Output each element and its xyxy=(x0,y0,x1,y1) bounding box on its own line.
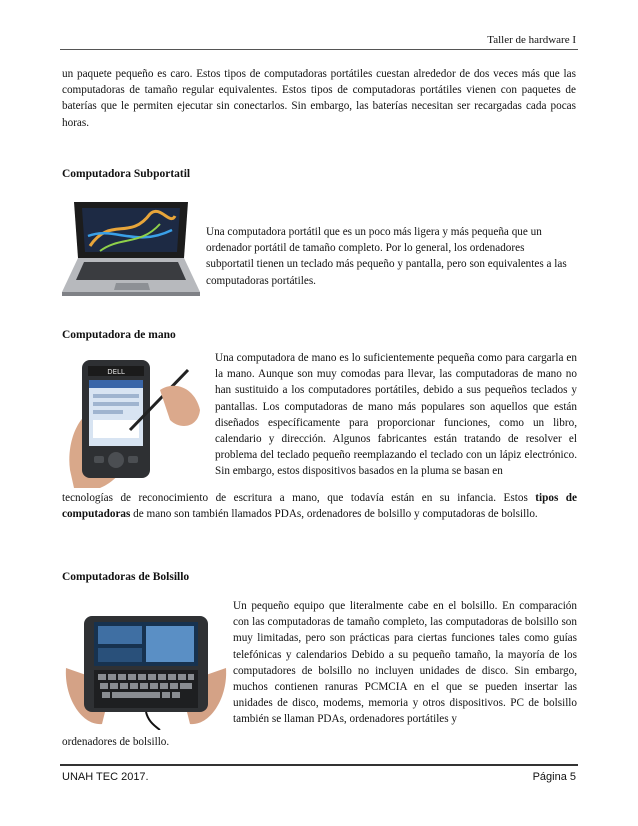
subnotebook-image xyxy=(60,196,202,300)
heading-subportatil: Computadora Subportatil xyxy=(62,168,191,180)
de-mano-paragraph-continuation: tecnologías de reconocimiento de escritura a mano, que todavía están en su infancia. Estos tipos de computadoras de mano son también llamados PDAs, ordenadores de bolsillo y computadoras de bolsillo. xyxy=(62,492,577,521)
header-rule xyxy=(60,49,578,50)
page-number: Página 5 xyxy=(532,771,576,783)
handheld-pda-image xyxy=(60,350,208,490)
heading-de-bolsillo: Computadoras de Bolsillo xyxy=(62,571,190,583)
intro-paragraph: un paquete pequeño es caro. Estos tipos de computadoras portátiles cuestan alrededor de dos veces más que las computadoras de tamaño regular equivalentes. Estos tipos de computadoras portátiles vienen con paquetes de baterías que le permiten ejecutar sin conectarlos. Sin embargo, las baterías necesitan ser recargadas cada pocas horas. xyxy=(62,68,576,129)
de-bolsillo-paragraph-continuation: ordenadores de bolsillo. xyxy=(62,736,170,748)
pda-brand-label: DELL xyxy=(107,368,125,376)
bold-term: tipos de computadoras xyxy=(62,492,577,521)
pocket-pc-image xyxy=(62,598,230,730)
de-bolsillo-paragraph: Un pequeño equipo que literalmente cabe en el bolsillo. En comparación con las computadoras de tamaño completo, las computadoras de bolsillo son muy limitadas, pero son prácticas para ciertas funciones tales como guías telefónicas y calendarios Debido a su pequeño tamaño, la mayoría de los computadores de bolsillo no incluyen unidades de disco. Sin embargo, muchos contienen ranuras PCMCIA en el que se pueden insertar las unidades de disco, modems, memoria y otros dispositivos. PC de bolsillo también se llaman PDAs, ordenadores portátiles y xyxy=(233,600,577,726)
running-header: Taller de hardware I xyxy=(487,34,576,46)
footer-institution: UNAH TEC 2017. xyxy=(62,771,149,783)
subportatil-paragraph: Una computadora portátil que es un poco más ligera y más pequeña que un ordenador portátil de tamaño completo. Por lo general, los ordenadores subportatil tienen un teclado más pequeño y pantalla, pero son equivalentes a las computadoras portátiles. xyxy=(206,226,567,287)
de-mano-paragraph: Una computadora de mano es lo suficientemente pequeña como para cargarla en la mano. Aunque son muy comodas para llevar, las computadoras de mano no han sustituido a los computadores portátiles, debido a sus pequeños teclados y pantallas. Los computadoras de mano más populares son aquellos que están diseñados específicamente para proporcionar funciones, como un libro, calendario y dirección. Algunos fabricantes están tratando de resolver el problema del teclado pequeño reemplazando el teclado con un lápiz electrónico. Sin embargo, estos dispositivos basados en la pluma se basan en xyxy=(215,352,577,478)
heading-de-mano: Computadora de mano xyxy=(62,329,176,341)
footer-rule xyxy=(60,764,578,766)
